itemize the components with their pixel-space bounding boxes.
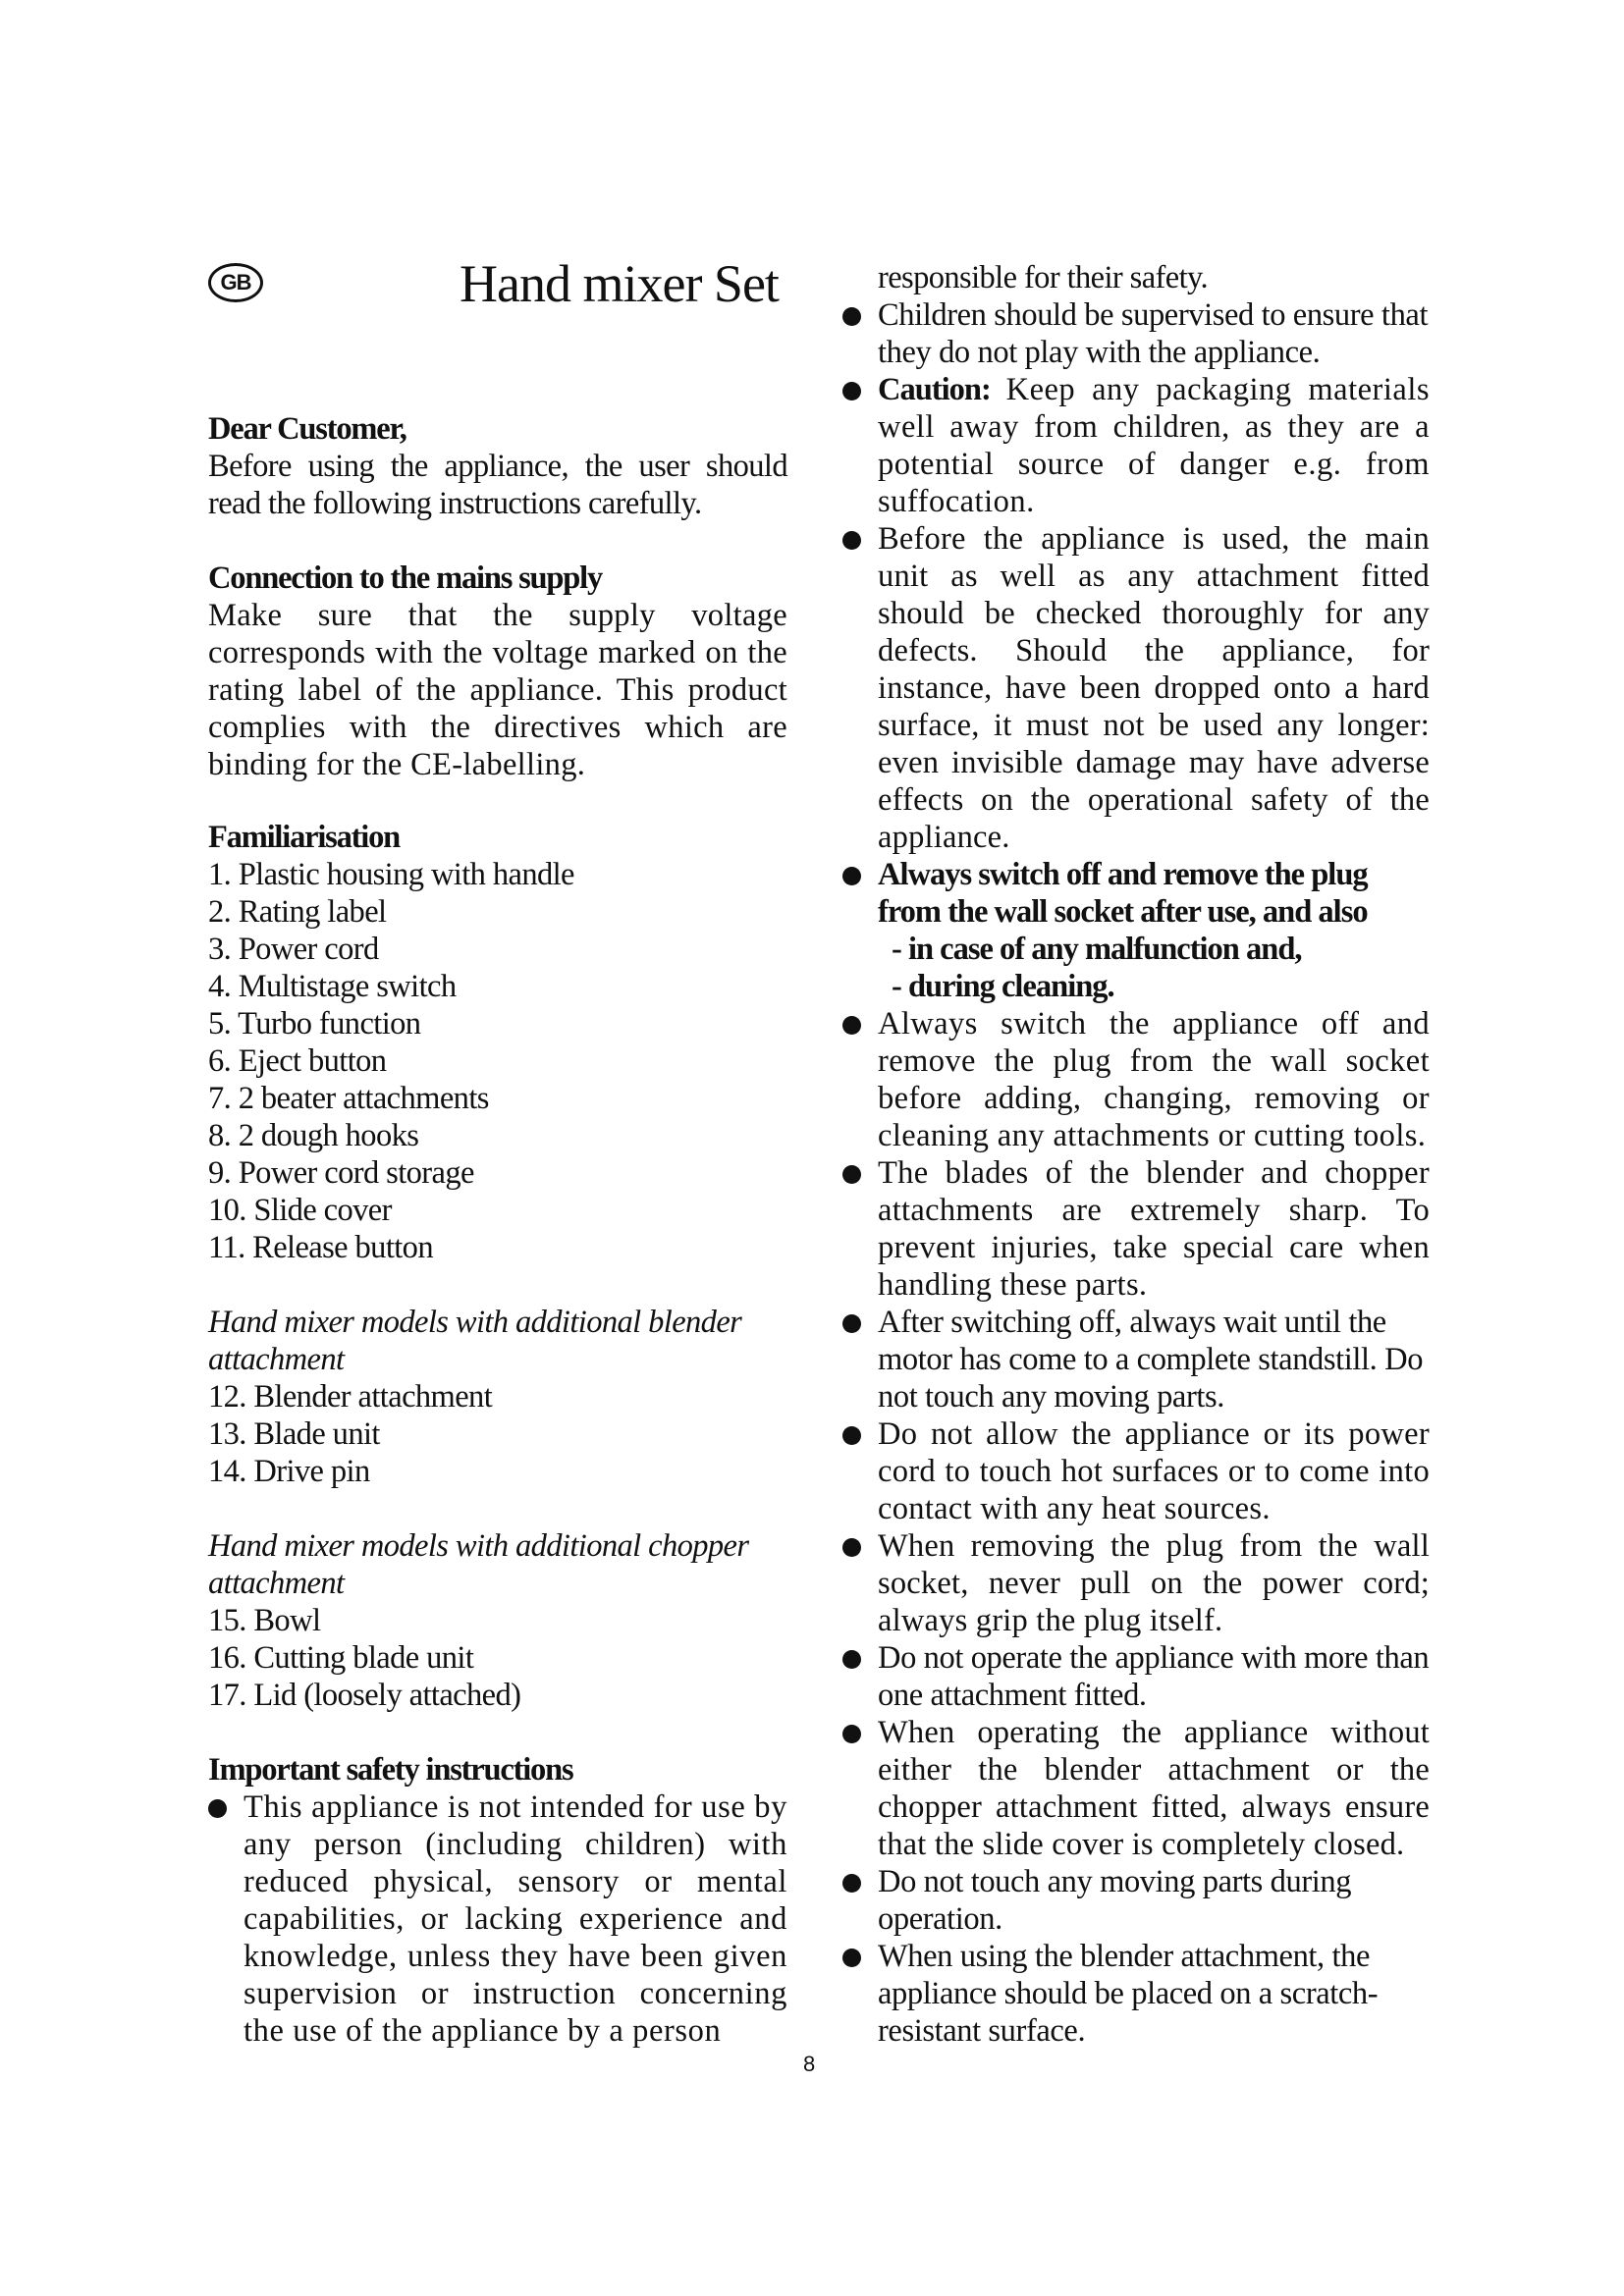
bullet-icon [842, 1874, 861, 1893]
list-item: 13. Blade unit [208, 1416, 380, 1452]
list-item: 8. 2 dough hooks [208, 1118, 419, 1153]
bullet-text [878, 856, 1430, 1005]
chopper-models-heading: Hand mixer models with additional chopper attachment [208, 1528, 749, 1601]
list-item: 5. Turbo function [208, 1006, 421, 1041]
sub-item: - in case of any malfunction and, [892, 932, 1302, 967]
bullet-text: This appliance is not intended for use by any person (including children) with reduced physical, sensory or mental capabilities, or lacking experience and knowledge, unless they have been given supervision or instruction concerning the use of the appliance by a person [244, 1789, 787, 2049]
bullet-icon [842, 1016, 861, 1035]
bullet-text: After switching off, always wait until the motor has come to a complete standstill. Do not touch any moving parts. [878, 1305, 1424, 1415]
safety-section-continued [842, 259, 1430, 2050]
mains-heading: Connection to the mains supply [208, 561, 603, 596]
list-item [842, 1639, 1430, 1714]
list-item: 14. Drive pin [208, 1454, 370, 1489]
list-item [842, 1005, 1430, 1154]
bullet-text: When operating the appliance without either the blender attachment or the chopper attachment fitted, always ensure that the slide cover is completely closed. [878, 1715, 1430, 1862]
blender-parts-list [208, 1378, 787, 1490]
bullet-icon [842, 867, 861, 885]
mains-text: Make sure that the supply voltage corresponds with the voltage marked on the rating label of the appliance. This product complies with the directives which are binding for the CE-labelling. [208, 598, 787, 782]
bullet-icon [842, 382, 861, 400]
bullet-icon [842, 531, 861, 550]
bullet-text: Always switch the appliance off and remove the plug from the wall socket before adding, changing, removing or cleaning any attachments or cutting tools. [878, 1006, 1430, 1153]
sub-item: - during cleaning. [892, 969, 1114, 1004]
list-item [842, 371, 1430, 520]
list-item [208, 1789, 787, 2050]
bullet-icon [842, 1426, 861, 1445]
caution-label: Caution: [878, 372, 991, 407]
list-item [842, 520, 1430, 856]
bullet-icon [842, 307, 861, 326]
list-item: 4. Multistage switch [208, 969, 457, 1004]
bullet-text: When removing the plug from the wall socket, never pull on the power cord; always grip the plug itself. [878, 1528, 1430, 1638]
list-item: 9. Power cord storage [208, 1155, 474, 1191]
greeting: Dear Customer, [208, 411, 406, 447]
list-item [842, 296, 1430, 371]
list-item: 15. Bowl [208, 1603, 321, 1638]
country-badge-gb: GB [208, 263, 263, 302]
bullet-icon [842, 1949, 861, 1967]
bullet-text: Do not touch any moving parts during operation. [878, 1864, 1352, 1937]
bullet-text: Children should be supervised to ensure that they do not play with the appliance. [878, 297, 1429, 370]
bullet-text [878, 371, 1430, 520]
list-item: 7. 2 beater attachments [208, 1081, 489, 1116]
blender-models-heading: Hand mixer models with additional blender attachment [208, 1305, 742, 1377]
list-item [842, 856, 1430, 1005]
list-item: 11. Release button [208, 1230, 433, 1265]
bullet-text: Do not allow the appliance or its power cord to touch hot surfaces or to come into contact with any heat sources. [878, 1416, 1430, 1526]
list-item [842, 1304, 1430, 1415]
bullet-text: When using the blender attachment, the appliance should be placed on a scratch-resistant surface. [878, 1939, 1379, 2049]
chopper-parts-list [208, 1602, 787, 1714]
list-item [842, 1863, 1430, 1938]
list-item: 1. Plastic housing with handle [208, 857, 574, 892]
bullet-icon [842, 1538, 861, 1557]
mains-section [208, 560, 787, 783]
bullet-icon [842, 1650, 861, 1669]
list-item: 17. Lid (loosely attached) [208, 1678, 521, 1713]
list-item [842, 1415, 1430, 1527]
list-item: 2. Rating label [208, 894, 387, 930]
list-item: 3. Power cord [208, 932, 379, 967]
bullet-icon [842, 1314, 861, 1333]
intro-section [208, 410, 787, 522]
safety-list-left [208, 1789, 787, 2050]
bullet-text: The blades of the blender and chopper attachments are extremely sharp. To prevent injuries, take special care when handling these parts. [878, 1155, 1430, 1303]
list-item: 6. Eject button [208, 1043, 387, 1079]
list-item: 12. Blender attachment [208, 1379, 493, 1415]
page-title: Hand mixer Set [460, 254, 779, 313]
familiarisation-heading: Familiarisation [208, 820, 401, 855]
continuation-text: responsible for their safety. [878, 260, 1209, 295]
familiarisation-section [208, 819, 787, 2050]
caution-text: Keep any packaging materials well away from children, as they are a potential source of danger e.g. from suffocation. [878, 372, 1430, 519]
list-item [842, 1527, 1430, 1639]
page-number: 8 [803, 2052, 816, 2076]
list-item [842, 1154, 1430, 1304]
bullet-icon [842, 1165, 861, 1184]
list-item: 10. Slide cover [208, 1193, 392, 1228]
intro-text: Before using the appliance, the user should read the following instructions carefully. [208, 449, 787, 521]
bullet-text: Do not operate the appliance with more than one attachment fitted. [878, 1640, 1430, 1713]
safety-heading: Important safety instructions [208, 1752, 573, 1788]
list-item: 16. Cutting blade unit [208, 1640, 474, 1676]
safety-list-right [842, 296, 1430, 2050]
parts-list [208, 856, 787, 1266]
bullet-text: Before the appliance is used, the main unit as well as any attachment fitted should be checked thoroughly for any defects. Should the appliance, for instance, have been dropped onto a hard surface, it must not be used any longer: even invisible damage may have adverse effects on the operational safety of the appliance. [878, 521, 1430, 855]
unplug-warning: Always switch off and remove the plug from the wall socket after use, and also [878, 857, 1368, 930]
bullet-icon [208, 1799, 227, 1818]
bullet-icon [842, 1725, 861, 1743]
list-item [842, 1938, 1430, 2050]
list-item [842, 1714, 1430, 1863]
